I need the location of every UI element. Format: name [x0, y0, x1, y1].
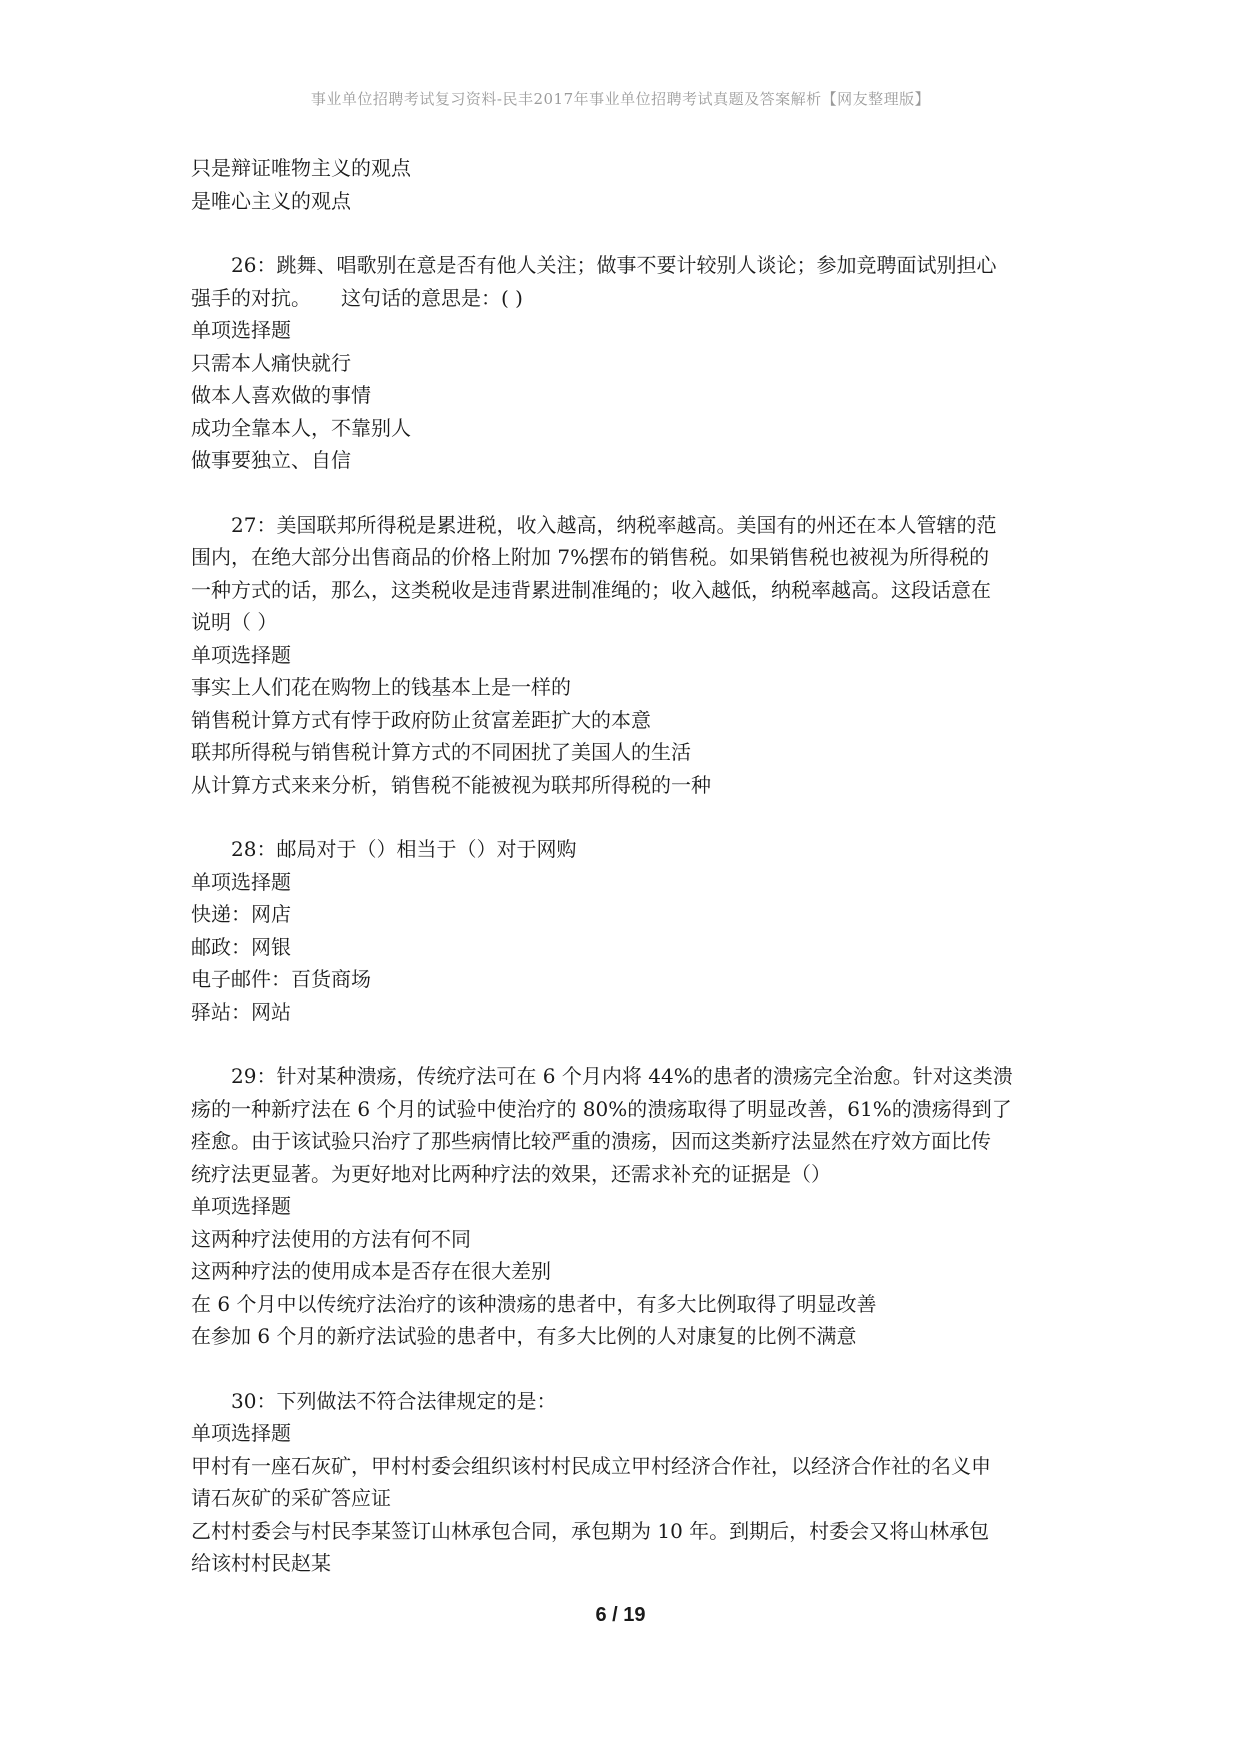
answer-option: 驿站：网站	[191, 999, 291, 1024]
answer-option: 事实上人们花在购物上的钱基本上是一样的	[191, 675, 571, 699]
answer-option: 从计算方式来来分析，销售税不能被视为联邦所得税的一种	[191, 772, 711, 797]
answer-option: 请石灰矿的采矿答应证	[191, 1486, 391, 1510]
question-stem: 统疗法更显著。为更好地对比两种疗法的效果，还需求补充的证据是（）	[191, 1161, 831, 1186]
spacer	[191, 217, 1059, 249]
answer-option: 给该村村民赵某	[191, 1551, 331, 1575]
question-type: 单项选择题	[191, 869, 291, 894]
answer-option: 销售税计算方式有悖于政府防止贫富差距扩大的本意	[191, 707, 651, 732]
question-30	[191, 1385, 1059, 1580]
question-stem: 说明（ ）	[191, 610, 278, 634]
question-stem: 29：针对某种溃疡，传统疗法可在 6 个月内将 44%的患者的溃疡完全治愈。针对这类溃	[231, 1064, 1013, 1088]
answer-option: 联邦所得税与销售税计算方式的不同困扰了美国人的生活	[191, 740, 691, 764]
answer-option: 甲村有一座石灰矿，甲村村委会组织该村村民成立甲村经济合作社，以经济合作社的名义申	[191, 1453, 991, 1478]
question-29	[191, 1060, 1059, 1353]
question-stem: 围内，在绝大部分出售商品的价格上附加 7%摆布的销售税。如果销售税也被视为所得税的	[191, 545, 990, 569]
carryover-option: 是唯心主义的观点	[191, 188, 351, 213]
question-type: 单项选择题	[191, 318, 291, 342]
spacer	[191, 477, 1059, 509]
answer-option: 在 6 个月中以传统疗法治疗的该种溃疡的患者中，有多大比例取得了明显改善	[191, 1291, 877, 1316]
page-number: 6 / 19	[595, 1604, 646, 1626]
carryover-option: 只是辩证唯物主义的观点	[191, 156, 411, 180]
question-stem: 30：下列做法不符合法律规定的是：	[231, 1388, 557, 1413]
answer-option: 做本人喜欢做的事情	[191, 383, 371, 407]
question-stem: 一种方式的话，那么，这类税收是违背累进制准绳的；收入越低，纳税率越高。这段话意在	[191, 577, 991, 602]
answer-option: 成功全靠本人，不靠别人	[191, 415, 411, 440]
page-content	[191, 152, 1059, 1580]
answer-option: 在参加 6 个月的新疗法试验的患者中，有多大比例的人对康复的比例不满意	[191, 1324, 857, 1348]
question-type: 单项选择题	[191, 1421, 291, 1445]
spacer	[191, 1353, 1059, 1385]
question-stem: 27：美国联邦所得税是累进税，收入越高，纳税率越高。美国有的州还在本人管辖的范	[231, 512, 997, 537]
question-26	[191, 249, 1059, 477]
answer-option: 电子邮件：百货商场	[191, 967, 371, 991]
question-type: 单项选择题	[191, 642, 291, 667]
spacer	[191, 801, 1059, 833]
page-header: 事业单位招聘考试复习资料-民丰2017年事业单位招聘考试真题及答案解析【网友整理版】	[310, 90, 931, 108]
question-stem: 痊愈。由于该试验只治疗了那些病情比较严重的溃疡，因而这类新疗法显然在疗效方面比传	[191, 1129, 991, 1153]
answer-option: 邮政：网银	[191, 934, 291, 959]
answer-option: 快递：网店	[191, 902, 291, 926]
answer-option: 这两种疗法的使用成本是否存在很大差别	[191, 1259, 551, 1283]
answer-option: 只需本人痛快就行	[191, 350, 351, 375]
question-stem: 28：邮局对于（）相当于（）对于网购	[231, 837, 577, 861]
answer-option: 这两种疗法使用的方法有何不同	[191, 1226, 471, 1251]
spacer	[191, 1028, 1059, 1060]
question-stem: 强手的对抗。 这句话的意思是：( )	[191, 285, 523, 310]
question-stem: 疡的一种新疗法在 6 个月的试验中使治疗的 80%的溃疡取得了明显改善，61%的溃疡得到了	[191, 1096, 1012, 1121]
question-type: 单项选择题	[191, 1194, 291, 1218]
question-27	[191, 509, 1059, 802]
question-28	[191, 833, 1059, 1028]
answer-option: 做事要独立、自信	[191, 448, 351, 472]
answer-option: 乙村村委会与村民李某签订山林承包合同，承包期为 10 年。到期后，村委会又将山林承包	[191, 1518, 990, 1543]
question-stem: 26：跳舞、唱歌别在意是否有他人关注；做事不要计较别人谈论；参加竞聘面试别担心	[231, 253, 997, 277]
